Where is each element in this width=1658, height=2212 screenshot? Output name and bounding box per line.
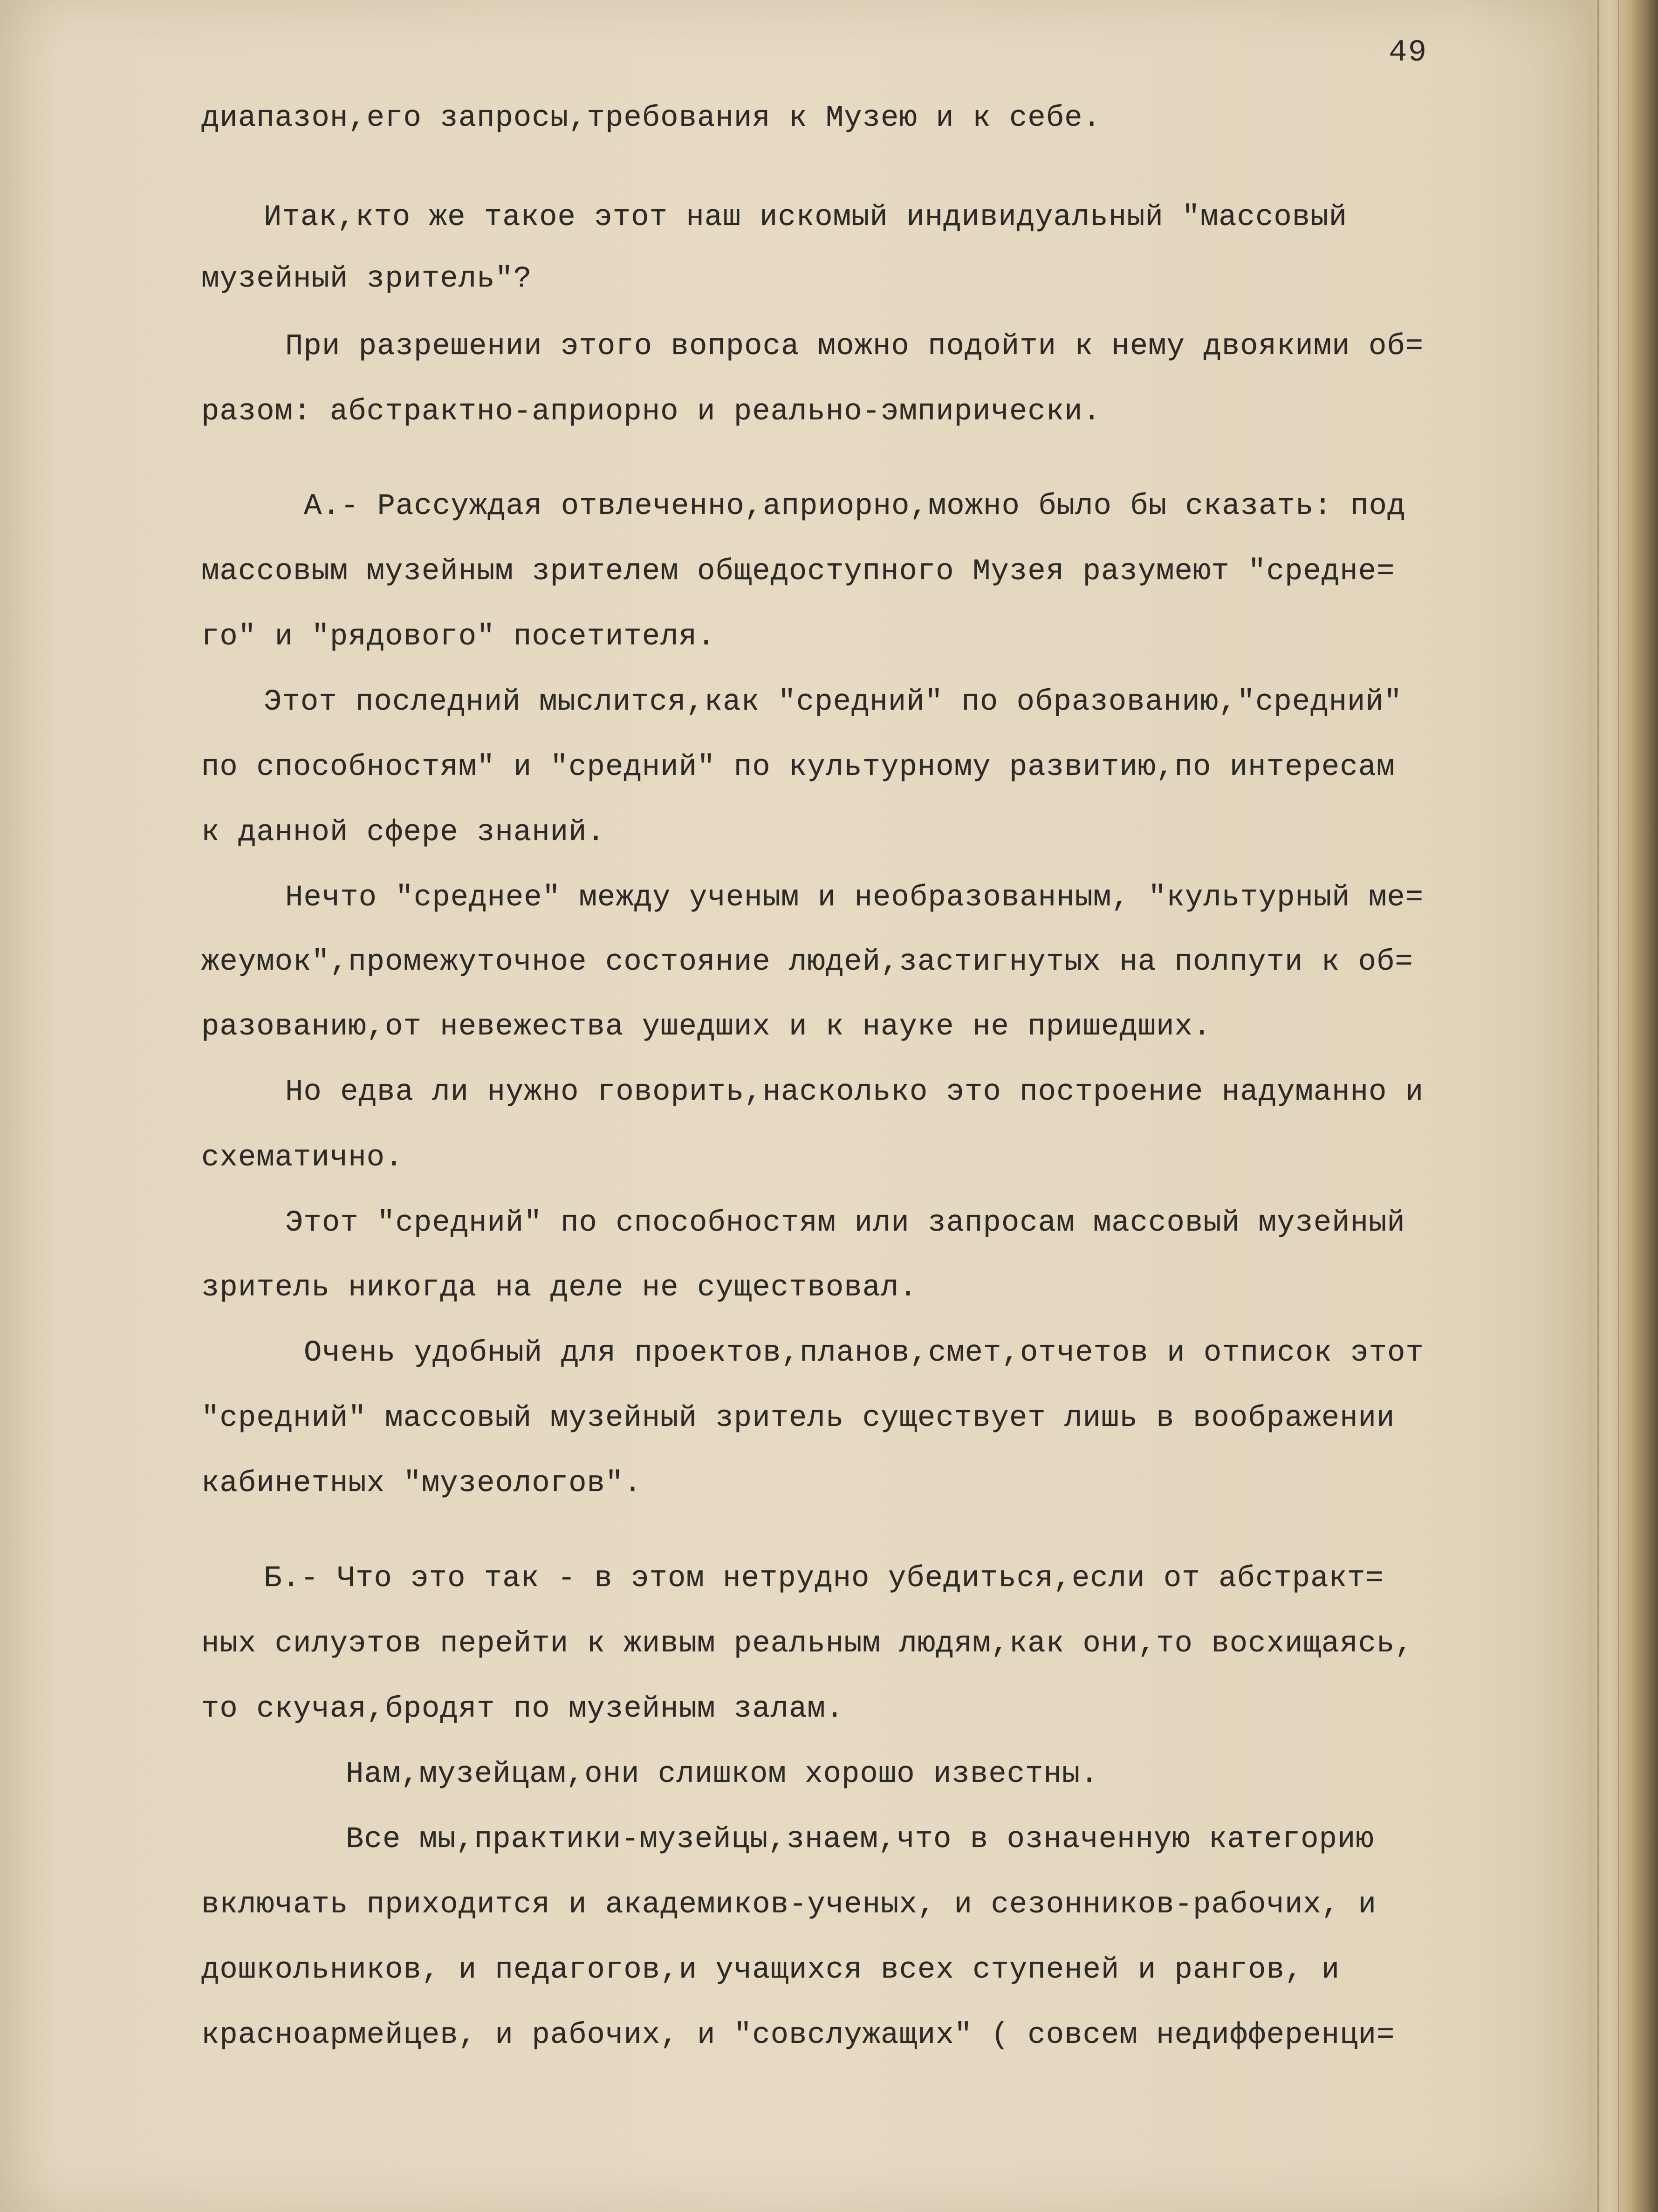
text-line: ных силуэтов перейти к живым реальным людям,как они,то восхищаясь, (201, 1627, 1413, 1661)
text-line: Нечто "среднее" между ученым и необразованным, "культурный ме= (285, 881, 1424, 915)
page-number: 49 (1389, 35, 1428, 70)
text-line: диапазон,его запросы,требования к Музею и к себе. (201, 102, 1101, 135)
text-line: дошкольников, и педагогов,и учащихся всех ступеней и рангов, и (201, 1953, 1340, 1987)
text-line: по способностям" и "средний" по культурному развитию,по интересам (201, 751, 1395, 784)
text-line: жеумок",промежуточное состояние людей,застигнутых на полпути к об= (201, 945, 1413, 979)
text-line: "средний" массовый музейный зритель существует лишь в воображении (201, 1402, 1395, 1435)
text-line: массовым музейным зрителем общедоступного Музея разумеют "средне= (201, 555, 1395, 589)
text-line: При разрешении этого вопроса можно подойти к нему двоякими об= (285, 330, 1424, 363)
text-line: Но едва ли нужно говорить,насколько это построение надуманно и (285, 1075, 1424, 1109)
text-line: Этот последний мыслится,как "средний" по образованию,"средний" (264, 685, 1403, 719)
text-line: Все мы,практики-музейцы,знаем,что в означенную категорию (346, 1823, 1374, 1856)
text-line: схематично. (201, 1141, 404, 1175)
text-line: то скучая,бродят по музейным залам. (201, 1692, 844, 1726)
text-line: красноармейцев, и рабочих, и "совслужащих" ( совсем недифференци= (201, 2019, 1395, 2052)
text-line: музейный зритель"? (201, 262, 532, 296)
text-line: Б.- Что это так - в этом нетрудно убедиться,если от абстракт= (264, 1562, 1384, 1596)
text-line: кабинетных "музеологов". (201, 1467, 642, 1500)
text-line: к данной сфере знаний. (201, 816, 605, 849)
book-page-edges (1589, 0, 1658, 2212)
text-line: разованию,от невежества ушедших и к науке не пришедших. (201, 1010, 1212, 1044)
text-line: Нам,музейцам,они слишком хорошо известны. (346, 1758, 1099, 1791)
text-line: го" и "рядового" посетителя. (201, 620, 716, 654)
text-line: Очень удобный для проектов,планов,смет,отчетов и отписок этот (304, 1336, 1424, 1370)
text-line: зритель никогда на деле не существовал. (201, 1271, 918, 1305)
text-line: включать приходится и академиков-ученых, и сезонников-рабочих, и (201, 1888, 1377, 1922)
text-line: разом: абстрактно-априорно и реально-эмпирически. (201, 395, 1101, 429)
text-line: Этот "средний" по способностям или запросам массовый музейный (285, 1206, 1405, 1240)
text-line: Итак,кто же такое этот наш искомый индивидуальный "массовый (264, 201, 1347, 234)
text-line: А.- Рассуждая отвлеченно,априорно,можно было бы сказать: под (304, 490, 1406, 523)
